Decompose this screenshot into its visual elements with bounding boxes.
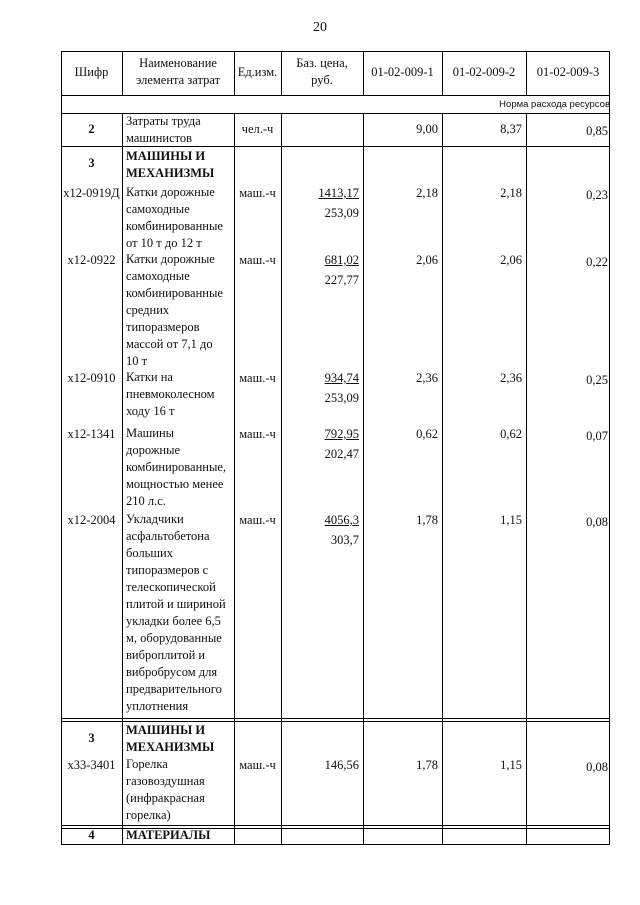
machine-name-line: вибробрусом для	[126, 665, 218, 679]
header-name-line1: Наименование	[139, 56, 217, 70]
machines-divider	[61, 718, 610, 719]
machine-value-3: 0,25	[586, 373, 608, 387]
machine-value-2: 0,62	[500, 427, 522, 441]
machine-name-line: дорожные	[126, 443, 181, 457]
machine-name-line: Катки дорожные	[126, 185, 215, 199]
machine-name-line: Катки дорожные	[126, 252, 215, 266]
burner-name-line1: Горелка	[126, 757, 168, 771]
machine-name-line: асфальтобетона	[126, 529, 210, 543]
labor-value-3: 0,85	[586, 124, 608, 138]
header-col1: 01-02-009-1	[371, 65, 434, 79]
header-name-line2: элемента затрат	[135, 73, 221, 87]
machine-value-3: 0,08	[586, 515, 608, 529]
machine-name-line: плитой и шириной	[126, 597, 226, 611]
burner-code: х33-3401	[67, 758, 116, 772]
machine-name-line: комбинированные,	[126, 460, 227, 474]
page-number: 20	[313, 20, 327, 35]
machine-value-3: 0,22	[586, 255, 608, 269]
machine-name-line: виброплитой и	[126, 648, 206, 662]
header-price-line2: руб.	[311, 73, 333, 87]
labor-name-line1: Затраты труда	[126, 114, 201, 128]
machine-value-1: 2,36	[416, 371, 438, 385]
machine-name-line: комбинированные	[126, 286, 223, 300]
col-line-2	[234, 113, 235, 845]
col-line-3	[281, 113, 282, 845]
header-unit: Ед.изм.	[237, 65, 278, 79]
machine-name-line: типоразмеров	[126, 320, 200, 334]
machine-price-secondary: 253,09	[324, 391, 359, 405]
machine-unit: маш.-ч	[239, 253, 276, 267]
machine-unit: маш.-ч	[239, 513, 276, 527]
machine-name-line: Машины	[126, 426, 175, 440]
machine-value-2: 1,15	[500, 513, 522, 527]
machine-price-secondary: 227,77	[324, 273, 359, 287]
burner-price: 146,56	[324, 758, 359, 772]
resource-norms-table	[61, 51, 610, 845]
burner-name-line4: горелка)	[126, 808, 171, 822]
col-line-4	[363, 113, 364, 845]
labor-code: 2	[88, 122, 95, 136]
machine-price: 4056,3	[324, 513, 359, 527]
burner-name-line3: (инфракрасная	[126, 791, 205, 805]
header-code: Шифр	[74, 65, 109, 79]
machine-code: х12-0919Д	[63, 186, 120, 200]
machine-unit: маш.-ч	[239, 371, 276, 385]
col-line-7	[609, 51, 610, 845]
header-col3: 01-02-009-3	[536, 65, 600, 79]
machines2-code: 3	[88, 731, 95, 745]
machine-code: х12-2004	[67, 513, 116, 527]
machine-name-line: ходу 16 т	[126, 404, 175, 418]
machines-title-line1: МАШИНЫ И	[126, 149, 206, 163]
col-line-5	[442, 113, 443, 845]
labor-unit: чел.-ч	[241, 122, 274, 136]
machine-price: 681,02	[324, 253, 359, 267]
machine-name-line: самоходные	[126, 202, 190, 216]
machine-code: х12-1341	[67, 427, 116, 441]
burner-name-line2: газовоздушная	[126, 774, 205, 788]
burner-value-2: 1,15	[500, 758, 522, 772]
machine-name-line: средних	[126, 303, 170, 317]
machine-code: х12-0910	[67, 371, 116, 385]
machine-name-line: мощностью менее	[126, 477, 224, 491]
machine-value-3: 0,23	[586, 188, 608, 202]
machine-name-line: комбинированные	[126, 219, 223, 233]
machine-name-line: 210 л.с.	[126, 494, 166, 508]
machine-value-1: 0,62	[416, 427, 438, 441]
machine-price-secondary: 253,09	[324, 206, 359, 220]
machine-name-line: Катки на	[126, 370, 173, 384]
table-border-bottom	[61, 844, 610, 845]
machine-name-line: телескопической	[126, 580, 216, 594]
machine-name-line: уплотнения	[126, 699, 189, 713]
subheader-norma: Норма расхода ресурсов	[499, 99, 610, 110]
machines2-title-line2: МЕХАНИЗМЫ	[126, 740, 215, 754]
burner-unit: маш.-ч	[239, 758, 276, 772]
machine-name-line: от 10 т до 12 т	[126, 236, 202, 250]
machine-value-2: 2,06	[500, 253, 522, 267]
machines-title-line2: МЕХАНИЗМЫ	[126, 166, 215, 180]
machines2-title-line1: МАШИНЫ И	[126, 723, 206, 737]
machine-unit: маш.-ч	[239, 427, 276, 441]
header-price-line1: Баз. цена,	[296, 56, 348, 70]
machine-value-1: 2,06	[416, 253, 438, 267]
labor-value-2: 8,37	[500, 122, 522, 136]
materials-code: 4	[88, 828, 95, 842]
header-col2: 01-02-009-2	[452, 65, 516, 79]
machine-name-line: больших	[126, 546, 173, 560]
materials-title: МАТЕРИАЛЫ	[126, 828, 211, 842]
machine-name-line: м, оборудованные	[126, 631, 222, 645]
machine-name-line: укладки более 6,5	[126, 614, 221, 628]
col-line-1	[122, 113, 123, 845]
header-divider	[61, 95, 610, 96]
burner-value-1: 1,78	[416, 758, 438, 772]
machine-name-line: самоходные	[126, 269, 190, 283]
machine-price-secondary: 303,7	[330, 533, 359, 547]
machine-name-line: 10 т	[126, 354, 148, 368]
machine-price: 1413,17	[318, 186, 359, 200]
machine-name-line: Укладчики	[126, 512, 184, 526]
machine-code: х12-0922	[67, 253, 116, 267]
machine-price: 934,74	[324, 371, 359, 385]
machine-price: 792,95	[324, 427, 359, 441]
burner-row-divider	[61, 825, 610, 826]
labor-value-1: 9,00	[416, 122, 438, 136]
machine-name-line: типоразмеров с	[126, 563, 209, 577]
machines-code: 3	[88, 156, 95, 170]
machine-value-3: 0,07	[586, 429, 608, 443]
labor-name-line2: машинистов	[126, 131, 193, 145]
burner-value-3: 0,08	[586, 760, 608, 774]
machine-value-1: 1,78	[416, 513, 438, 527]
machine-value-1: 2,18	[416, 186, 438, 200]
table-border-top	[61, 51, 610, 52]
machine-price-secondary: 202,47	[324, 447, 359, 461]
col-line-6	[526, 113, 527, 845]
machine-value-2: 2,36	[500, 371, 522, 385]
machine-name-line: предварительного	[126, 682, 222, 696]
machine-unit: маш.-ч	[239, 186, 276, 200]
machine-name-line: массой от 7,1 до	[126, 337, 213, 351]
machine-value-2: 2,18	[500, 186, 522, 200]
machine-name-line: пневмоколесном	[126, 387, 215, 401]
